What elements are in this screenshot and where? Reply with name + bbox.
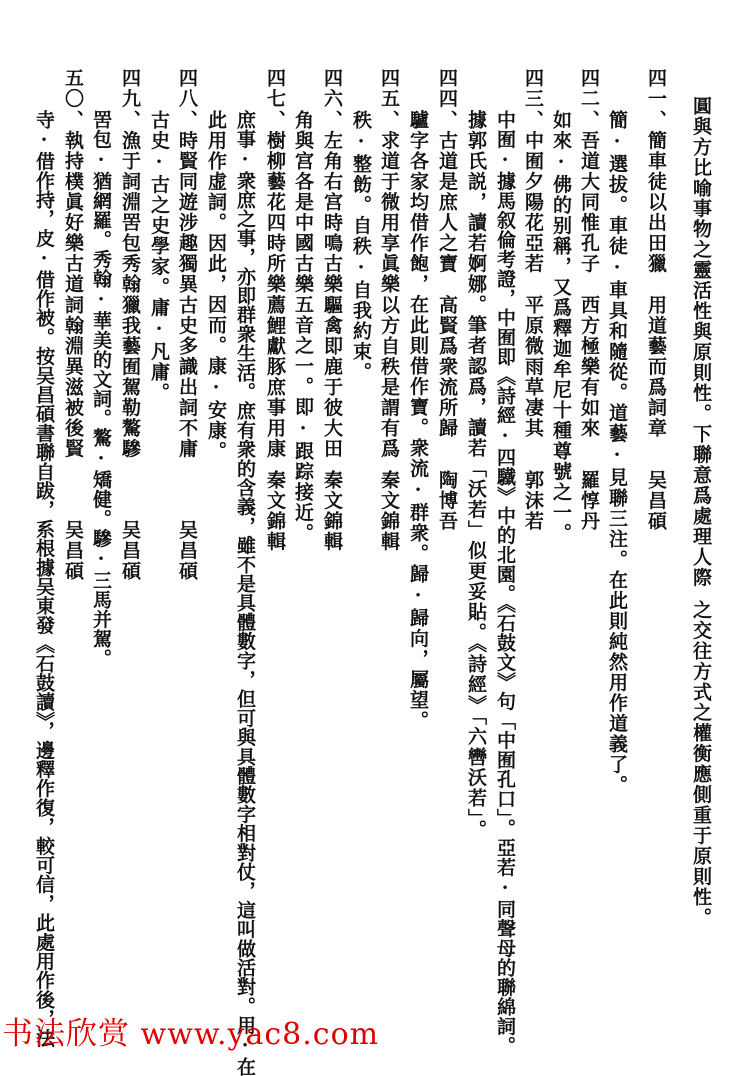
entry-46-number: 四六 (321, 68, 343, 109)
entry-45-note: 秩·整飭。自秩·自我約束。 (350, 110, 372, 383)
watermark-url[interactable]: www.yac8.com (130, 1017, 380, 1052)
entry-43-number: 四三 (522, 68, 544, 109)
entry-42-number: 四二 (578, 68, 600, 109)
entry-44-number: 四四 (436, 68, 458, 109)
entry-41-author: 吴昌碩 (645, 470, 667, 532)
entry-44-author: 陶博吾 (436, 470, 458, 532)
entry-46-note: 角與宫各是中國古樂五音之一。即·跟踪接近。 (292, 110, 314, 544)
entry-45-number: 四五 (378, 68, 400, 109)
entry-49-note: 罟包·猶網羅。秀翰·華美的文詞。驁·矯健。驂·三馬并駕。 (90, 110, 112, 668)
entry-41-note: 簡·選拔。車徒·車具和隨從。道藝·見聯三注。在此則純然用作道義了。 (606, 110, 628, 796)
entry-45-pair: 以方自秩是謂有爲 (378, 295, 400, 459)
entry-45-phrase: 、求道于微用享眞樂 (378, 110, 400, 295)
entry-44-note: 驢字各家均借作飽，在此則借作寶。衆流·群衆。歸·歸向，屬望。 (407, 110, 429, 731)
entry-50-pair: 詞翰淵異滋被後賢 (62, 295, 84, 459)
entry-49-pair: 獵我藝囿駕勒驁驂 (119, 295, 141, 459)
entry-49-phrase: 、漁于詞淵罟包秀翰 (119, 110, 141, 295)
entry-50-author: 吴昌碩 (62, 520, 84, 582)
entry-48-note: 古史·古之史學家。庸·凡庸。 (148, 110, 170, 403)
entry-47-number: 四七 (264, 68, 286, 109)
entry-47-pair: 薦鯉獻豚庶事用康 (264, 295, 286, 459)
entry-43-note-continuation: 據郭氏説，讀若婀娜。筆者認爲，讀若「沃若」似更妥貼。《詩經》「六轡沃若」。 (465, 110, 487, 840)
entry-43-phrase: 、中囿夕陽花亞若 (522, 110, 544, 274)
entry-43-note: 中囿·據馬叙倫考證，中囿即《詩經·四驖》中的北園。《石鼓文》句「中囿孔口」。亞若·同聲母的聯綿詞。 (494, 110, 516, 1056)
entry-46-author: 秦文錦輯 (321, 470, 343, 552)
entry-47-phrase: 、樹柳藝花四時所樂 (264, 110, 286, 295)
entry-43-pair: 平原微雨草凄其 (522, 295, 544, 439)
entry-46-pair: 驅禽即鹿于彼大田 (321, 295, 343, 459)
entry-50-note: 寺·借作持，皮·借作被。按吴昌碩書聯自跋，系根據吴東發《石鼓讀》，邊釋作復，較可信，此處用作後，法 (33, 110, 55, 1048)
intro-text-continuation: 之交往方式之權衡應側重于原則性。 (690, 600, 712, 928)
entry-42-phrase: 、吾道大同惟孔子 (578, 110, 600, 274)
entry-49-number: 四九 (119, 68, 141, 109)
entry-50-number: 五〇 (62, 68, 84, 109)
entry-41-phrase: 、簡車徒以出田獵 (645, 110, 667, 274)
entry-43-author: 郭沫若 (522, 470, 544, 532)
entry-48-author: 吴昌碩 (176, 520, 198, 582)
entry-46-phrase: 、左角右宫時鳴古樂 (321, 110, 343, 295)
entry-48-pair: 古史多識出詞不庸 (176, 295, 198, 459)
entry-42-author: 羅惇丹 (578, 470, 600, 532)
entry-48-number: 四八 (176, 68, 198, 109)
entry-47-author: 秦文錦輯 (264, 470, 286, 552)
entry-44-pair: 高賢爲衆流所歸 (436, 295, 458, 439)
entry-44-phrase: 、古道是庶人之寶 (436, 110, 458, 274)
entry-49-author: 吴昌碩 (119, 520, 141, 582)
entry-50-phrase: 、執持樸眞好樂古道 (62, 110, 84, 295)
intro-text-line: 圓與方比喻事物之靈活性與原則性。下聯意爲處理人際 (690, 96, 712, 588)
entry-48-phrase: 、時賢同遊涉趣獨異 (176, 110, 198, 295)
watermark (2, 1008, 379, 1053)
entry-42-note: 如來·佛的别稱，又爲釋迦牟尼十種尊號之一。 (550, 110, 572, 544)
entry-45-author: 秦文錦輯 (378, 470, 400, 552)
entry-42-pair: 西方極樂有如來 (578, 295, 600, 439)
entry-47-note: 庶事·衆庶之事，亦即群衆生活。庶有衆的含義，雖不是具體數字，但可與具體數字相對仗，這叫做活對。用·在 (234, 110, 256, 1076)
entry-41-number: 四一 (645, 68, 667, 109)
entry-47-note-continuation: 此用作虚詞。因此，因而。康·安康。 (205, 110, 227, 462)
entry-41-pair: 用道藝而爲詞章 (645, 295, 667, 439)
watermark-cn: 书法欣赏 (2, 1016, 130, 1052)
